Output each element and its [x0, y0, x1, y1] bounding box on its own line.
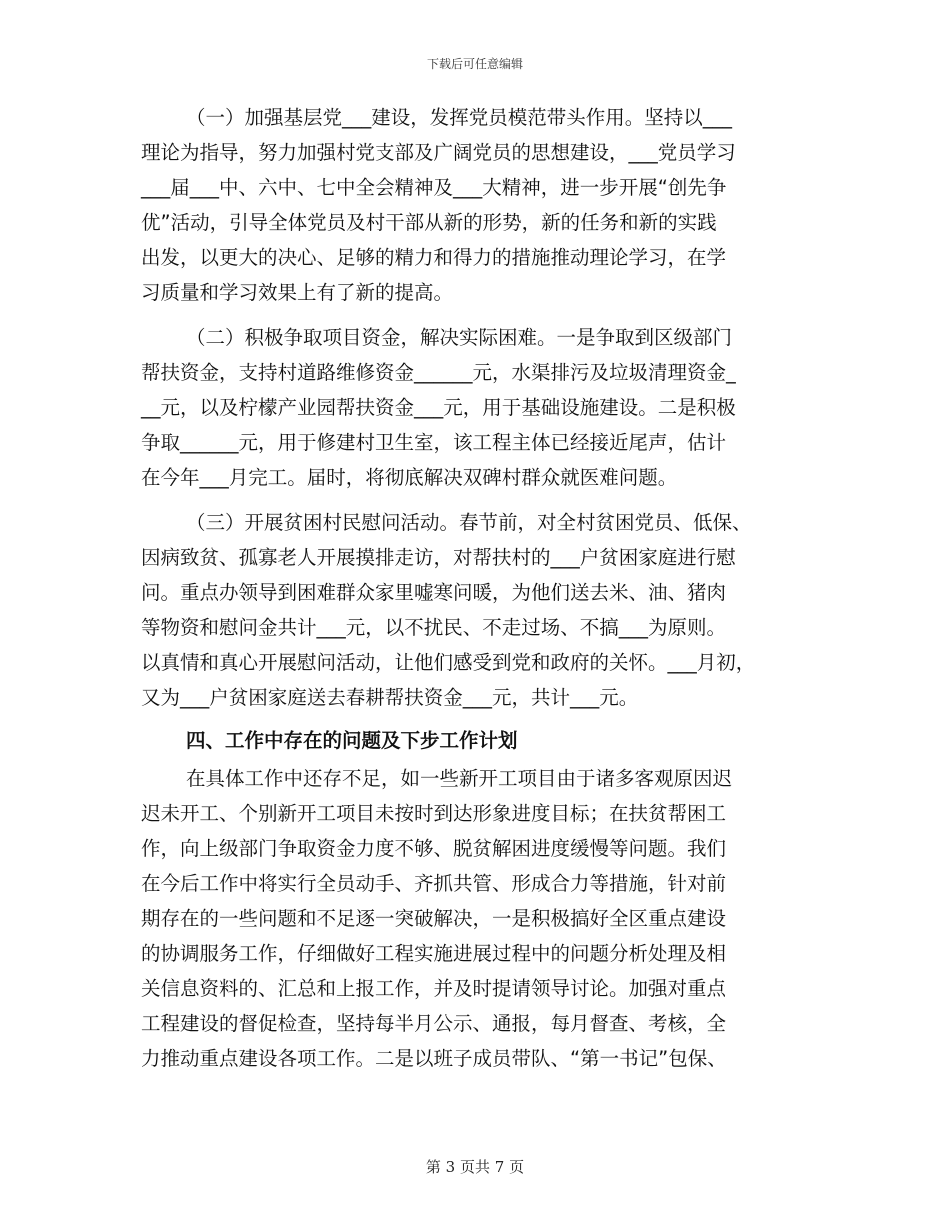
text-line: 帮扶资金，支持村道路维修资金______元，水渠排污及垃圾清理资金_	[141, 361, 736, 384]
text-line: 力推动重点建设各项工作。二是以班子成员带队、“第一书记”包保、	[141, 1047, 727, 1070]
text-line: 因病致贫、孤寡老人开展摸排走访，对帮扶村的___户贫困家庭进行慰	[141, 546, 736, 569]
text-line: 关信息资料的、汇总和上报工作，并及时提请领导讨论。加强对重点	[141, 977, 727, 1000]
text-line: 又为___户贫困家庭送去春耕帮扶资金___元，共计___元。	[141, 686, 639, 709]
text-line: 迟未开工、个别新开工项目未按时到达形象进度目标；在扶贫帮困工	[141, 802, 727, 825]
text-line: 问。重点办领导到困难群众家里嘘寒问暖，为他们送去米、油、猪肉	[141, 581, 727, 604]
section-heading: 四、工作中存在的问题及下步工作计划	[186, 729, 518, 752]
text-line: 优”活动，引导全体党员及村干部从新的形势，新的任务和新的实践	[141, 211, 717, 234]
text-line: （一）加强基层党___建设，发挥党员模范带头作用。坚持以___	[186, 106, 733, 129]
text-line: （二）积极争取项目资金，解决实际困难。一是争取到区级部门	[186, 326, 733, 349]
text-line: 理论为指导，努力加强村党支部及广阔党员的思想建设，___党员学习	[141, 141, 736, 164]
text-line: 在今后工作中将实行全员动手、齐抓共管、形成合力等措施，针对前	[141, 872, 727, 895]
text-line: 争取______元，用于修建村卫生室，该工程主体已经接近尾声，估计	[141, 431, 727, 454]
text-line: ___届___中、六中、七中全会精神及___大精神，进一步开展“创先争	[141, 176, 727, 199]
text-line: 在具体工作中还存不足，如一些新开工项目由于诸多客观原因迟	[186, 767, 733, 790]
text-line: （三）开展贫困村民慰问活动。春节前，对全村贫困党员、低保、	[186, 511, 752, 534]
page-footer: 第 3 页共 7 页	[425, 1158, 525, 1176]
text-line: 出发，以更大的决心、足够的精力和得力的措施推动理论学习，在学	[141, 246, 727, 269]
text-line: __元，以及柠檬产业园帮扶资金___元，用于基础设施建设。二是积极	[141, 396, 736, 419]
text-line: 在今年___月完工。届时，将彻底解决双碑村群众就医难问题。	[141, 466, 678, 489]
text-line: 的协调服务工作，仔细做好工程实施进展过程中的问题分析处理及相	[141, 942, 727, 965]
text-line: 工程建设的督促检查，坚持每半月公示、通报，每月督查、考核，全	[141, 1012, 727, 1035]
text-line: 习质量和学习效果上有了新的提高。	[141, 281, 454, 304]
text-line: 等物资和慰问金共计___元，以不扰民、不走过场、不搞___为原则。	[141, 616, 727, 639]
text-line: 以真情和真心开展慰问活动，让他们感受到党和政府的关怀。___月初，	[141, 651, 756, 674]
text-line: 作，向上级部门争取资金力度不够、脱贫解困进度缓慢等问题。我们	[141, 837, 727, 860]
text-line: 期存在的一些问题和不足逐一突破解决，一是积极搞好全区重点建设	[141, 907, 727, 930]
page-header: 下载后可任意编辑	[426, 57, 523, 71]
